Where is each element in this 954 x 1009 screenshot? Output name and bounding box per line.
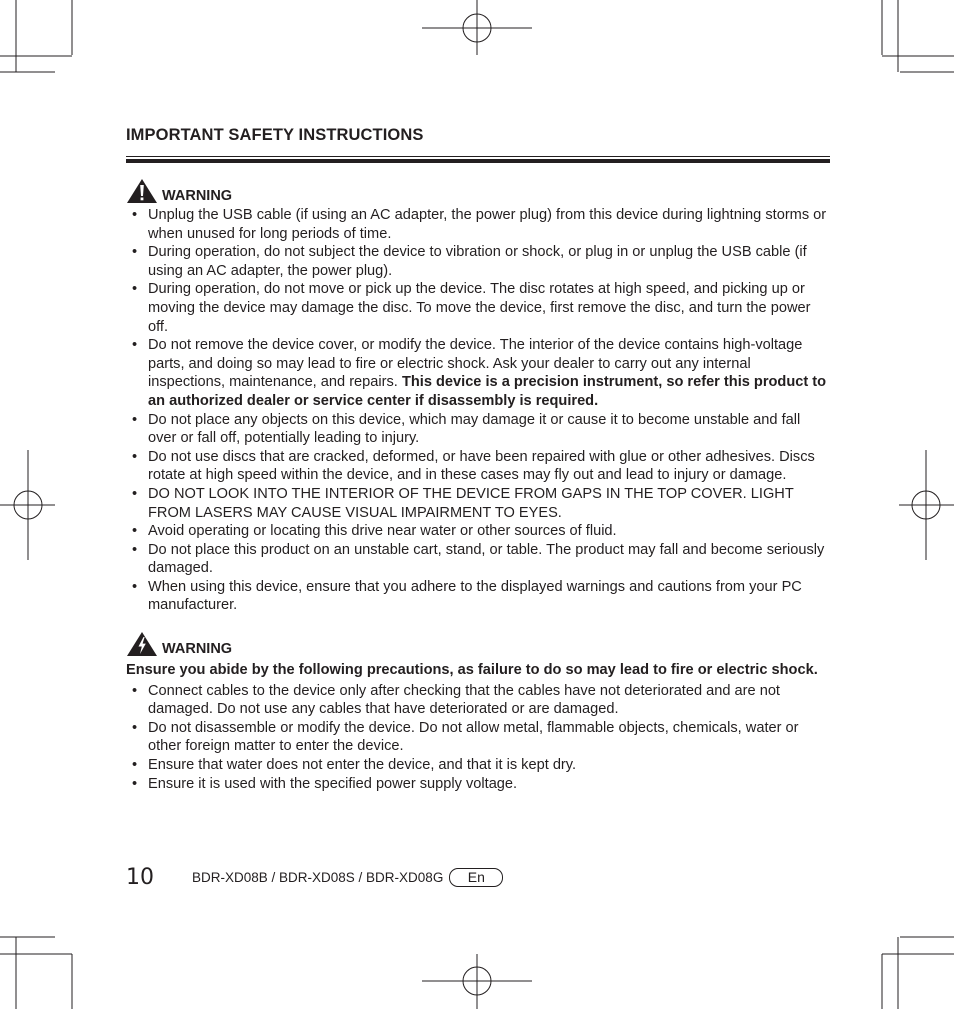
list-item: • During operation, do not move or pick up the device. The disc rotates at high speed, and picking up or moving the device may damage the disc. To move the device, first remove the disc, and turn the power off.	[126, 280, 830, 336]
warning-2-intro: Ensure you abide by the following precautions, as failure to do so may lead to fire or electric shock.	[126, 662, 818, 679]
warning-2-list	[126, 682, 830, 794]
page-footer	[126, 864, 503, 890]
heading-rule-thick	[126, 159, 830, 163]
list-item: • Unplug the USB cable (if using an AC adapter, the power plug) from this device during lightning storms or when unused for long periods of time.	[126, 206, 830, 243]
list-item: • Avoid operating or locating this drive near water or other sources of fluid.	[126, 522, 830, 541]
list-item: • Do not use discs that are cracked, deformed, or have been repaired with glue or other adhesives. Discs rotate at high speed within the device, and in these cases may fly out and lead to injury or damage.	[126, 448, 830, 485]
list-item: • Ensure it is used with the specified power supply voltage.	[126, 775, 830, 794]
warning-1-header	[126, 178, 830, 204]
list-item-bold-text: This device is a precision instrument, so refer this product to an authorized dealer or service center if disassembly is required.	[148, 374, 827, 409]
list-item-text: Do not remove the device cover, or modify the device. The interior of the device contains high-voltage parts, and doing so may lead to fire or electric shock. Ask your dealer to carry out any internal inspections, maintenance, and repairs.	[148, 337, 803, 391]
list-item: • DO NOT LOOK INTO THE INTERIOR OF THE DEVICE FROM GAPS IN THE TOP COVER. LIGHT FROM LASERS MAY CAUSE VISUAL IMPAIRMENT TO EYES.	[126, 485, 830, 522]
list-item	[126, 336, 830, 410]
list-item: • Do not disassemble or modify the device. Do not allow metal, flammable objects, chemicals, water or other foreign matter to enter the device.	[126, 719, 830, 756]
warning-2-header	[126, 631, 830, 657]
list-item: • Do not place any objects on this device, which may damage it or cause it to become unstable and fall over or fall off, potentially leading to injury.	[126, 411, 830, 448]
heading-rule-thin	[126, 156, 830, 157]
warning-1-list	[126, 206, 830, 615]
main-content	[126, 126, 830, 793]
model-numbers: BDR-XD08B / BDR-XD08S / BDR-XD08G	[192, 869, 444, 885]
list-item: • Ensure that water does not enter the device, and that it is kept dry.	[126, 756, 830, 775]
warning-1-label: WARNING	[162, 188, 233, 204]
exclamation-triangle-icon	[126, 178, 158, 204]
language-badge: En	[449, 868, 503, 887]
list-item: • Do not place this product on an unstable cart, stand, or table. The product may fall and become seriously damaged.	[126, 541, 830, 578]
warning-2-label: WARNING	[162, 641, 233, 658]
page-number: 10	[126, 864, 154, 890]
list-item: • Connect cables to the device only after checking that the cables have not deteriorated and are not damaged. Do not use any cables that have deteriorated or are damaged.	[126, 682, 830, 719]
page-title: IMPORTANT SAFETY INSTRUCTIONS	[126, 126, 424, 144]
lightning-triangle-icon	[126, 631, 158, 657]
list-item: • During operation, do not subject the device to vibration or shock, or plug in or unplug the USB cable (if using an AC adapter, the power plug).	[126, 243, 830, 280]
list-item: • When using this device, ensure that you adhere to the displayed warnings and cautions from your PC manufacturer.	[126, 578, 830, 615]
